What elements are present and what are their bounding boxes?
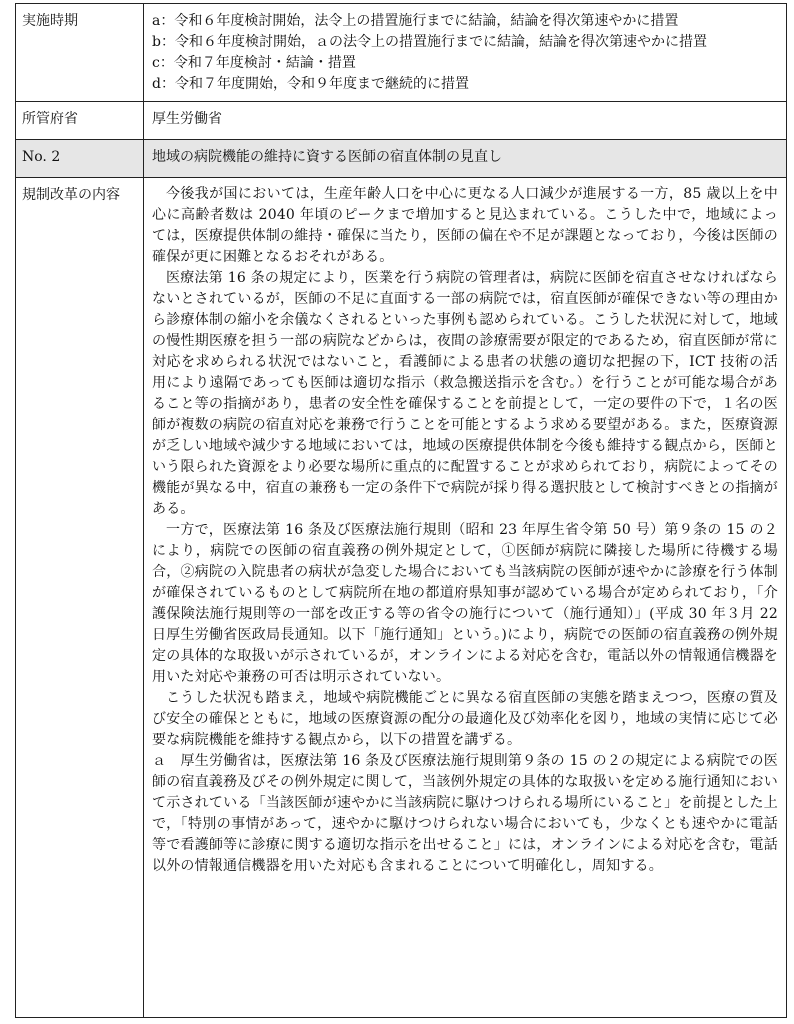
item-title: 地域の病院機能の維持に資する医師の宿直体制の見直し — [144, 140, 787, 178]
content-label: 規制改革の内容 — [16, 178, 144, 1018]
schedule-row — [16, 4, 787, 102]
ministry-label: 所管府省 — [16, 102, 144, 140]
content-paragraph-3: 一方で，医療法第 16 条及び医療法施行規則（昭和 23 年厚生省令第 50 号）第９条の 15 の２により，病院での医師の宿直義務の例外規定として，①医師が病院に隣接した場所に待機する場合，②病院の入院患者の病状が急変した場合においても当該病院の医師が速やかに診療を行う体制が確保されているものとして病院所在地の都道府県知事が認めている場合が定められており，「介護保険法施行規則等の一部を改正する等の省令の施行について（施行通知）」(平成 30 年３月 22 日厚生労働省医政局長通知。以下「施行通知」という。)により，病院での医師の宿直義務の例外規定の具体的な取扱いが示されているが，オンラインによる対応を含む，電話以外の情報通信機器を用いた対応や兼務の可否は明示されていない。 — [152, 522, 778, 685]
content-item-a: ａ 厚生労働省は，医療法第 16 条及び医療法施行規則第９条の 15 の２の規定による病院での医師の宿直義務及びその例外規定に関して，当該例外規定の具体的な取扱いを定める施行通知において示されている「当該医師が速やかに当該病院に駆けつけられる場所にいること」を前提とした上で，「特別の事情があって，速やかに駆けつけられない場合においても，少なくとも速やかに電話等で看護師等に診療に関する適切な指示を出せること」には，オンラインによる対応を含む，電話以外の情報通信機器を用いた対応も含まれることについて明確化し，周知する。 — [152, 753, 778, 874]
content-paragraph-2: 医療法第 16 条の規定により，医業を行う病院の管理者は，病院に医師を宿直させなければならないとされているが，医師の不足に直面する一部の病院では，宿直医師が確保できない等の理由から診療体制の縮小を余儀なくされるといった事例も認められている。こうした状況に対して，地域の慢性期医療を担う一部の病院などからは，夜間の診療需要が限定的であるため，宿直医師が常に対応を求められる状況ではないこと，看護師による患者の状態の適切な把握の下，ICT 技術の活用により遠隔であっても医師は適切な指示（救急搬送指示を含む。）を行うことが可能な場合があること等の指摘があり，患者の安全性を確保することを前提として，一定の要件の下で，１名の医師が複数の病院の宿直対応を兼務で行うことを可能とするよう求める要望がある。また，医療資源が乏しい地域や減少する地域においては，地域の医療提供体制を今後も維持する観点から，医師という限られた資源をより必要な場所に重点的に配置することが求められており，病院によってその機能が異なる中，宿直の兼務も一定の条件下で病院が採り得る選択肢として検討すべきとの指摘がある。 — [152, 270, 778, 517]
ministry-value: 厚生労働省 — [144, 102, 787, 140]
item-header-row — [16, 140, 787, 178]
content-row — [16, 178, 787, 1018]
schedule-label: 実施時期 — [16, 4, 144, 102]
ministry-row — [16, 102, 787, 140]
regulation-table — [15, 3, 787, 1018]
schedule-item-d: d：令和７年度開始，令和９年度まで継続的に措置 — [152, 76, 469, 92]
schedule-item-b: b：令和６年度検討開始，ａの法令上の措置施行までに結論，結論を得次第速やかに措置 — [152, 34, 707, 50]
content-paragraph-1: 今後我が国においては，生産年齢人口を中心に更なる人口減少が進展する一方，85 歳以上を中心に高齢者数は 2040 年頃のピークまで増加すると見込まれている。こうした中で，地域によっては，医療提供体制の維持・確保に当たり，医師の偏在や不足が課題となっており，今後は医師の確保が更に困難となるおそれがある。 — [152, 186, 778, 265]
schedule-item-a: a：令和６年度検討開始，法令上の措置施行までに結論，結論を得次第速やかに措置 — [152, 13, 679, 29]
schedule-content — [144, 4, 787, 102]
item-number: No. 2 — [16, 140, 144, 178]
content-paragraph-4: こうした状況も踏まえ，地域や病院機能ごとに異なる宿直医師の実態を踏まえつつ，医療の質及び安全の確保とともに，地域の医療資源の配分の最適化及び効率化を図り，地域の実情に応じて必要な病院機能を維持する観点から，以下の措置を講ずる。 — [152, 690, 778, 748]
content-body — [144, 178, 787, 1018]
schedule-item-c: c：令和７年度検討・結論・措置 — [152, 55, 356, 71]
